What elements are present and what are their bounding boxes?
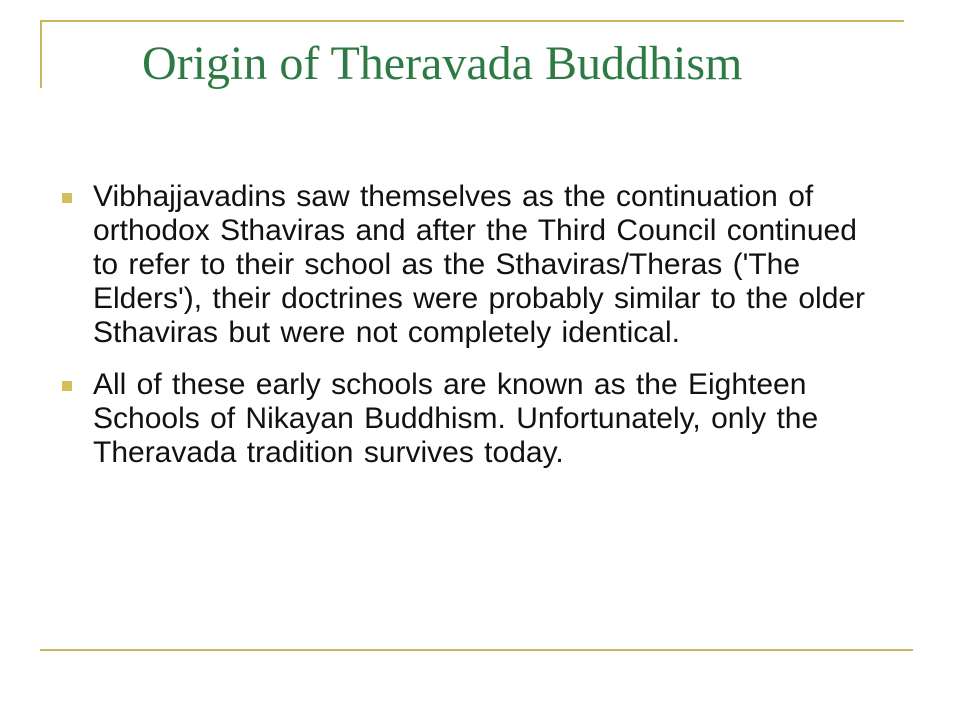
bullet-list: [60, 180, 880, 488]
bullet-item: [60, 180, 880, 350]
square-bullet-icon: [62, 193, 72, 203]
slide-title: Origin of Theravada Buddhism: [142, 37, 743, 90]
square-bullet-icon: [62, 381, 72, 391]
left-rule: [40, 20, 42, 88]
bullet-text: Vibhajjavadins saw themselves as the continuation of orthodox Sthaviras and after the Third Council continued to refer to their school as the Sthaviras/Theras ('The Elders'), their doctrines were probably similar to the older Sthaviras but were not completely identical.: [93, 180, 866, 349]
bullet-text: All of these early schools are known as the Eighteen Schools of Nikayan Buddhism. Unfortunately, only the Theravada tradition survives today.: [93, 368, 819, 469]
bullet-item: [60, 368, 880, 470]
top-rule: [40, 20, 904, 22]
bottom-rule: [40, 649, 913, 651]
